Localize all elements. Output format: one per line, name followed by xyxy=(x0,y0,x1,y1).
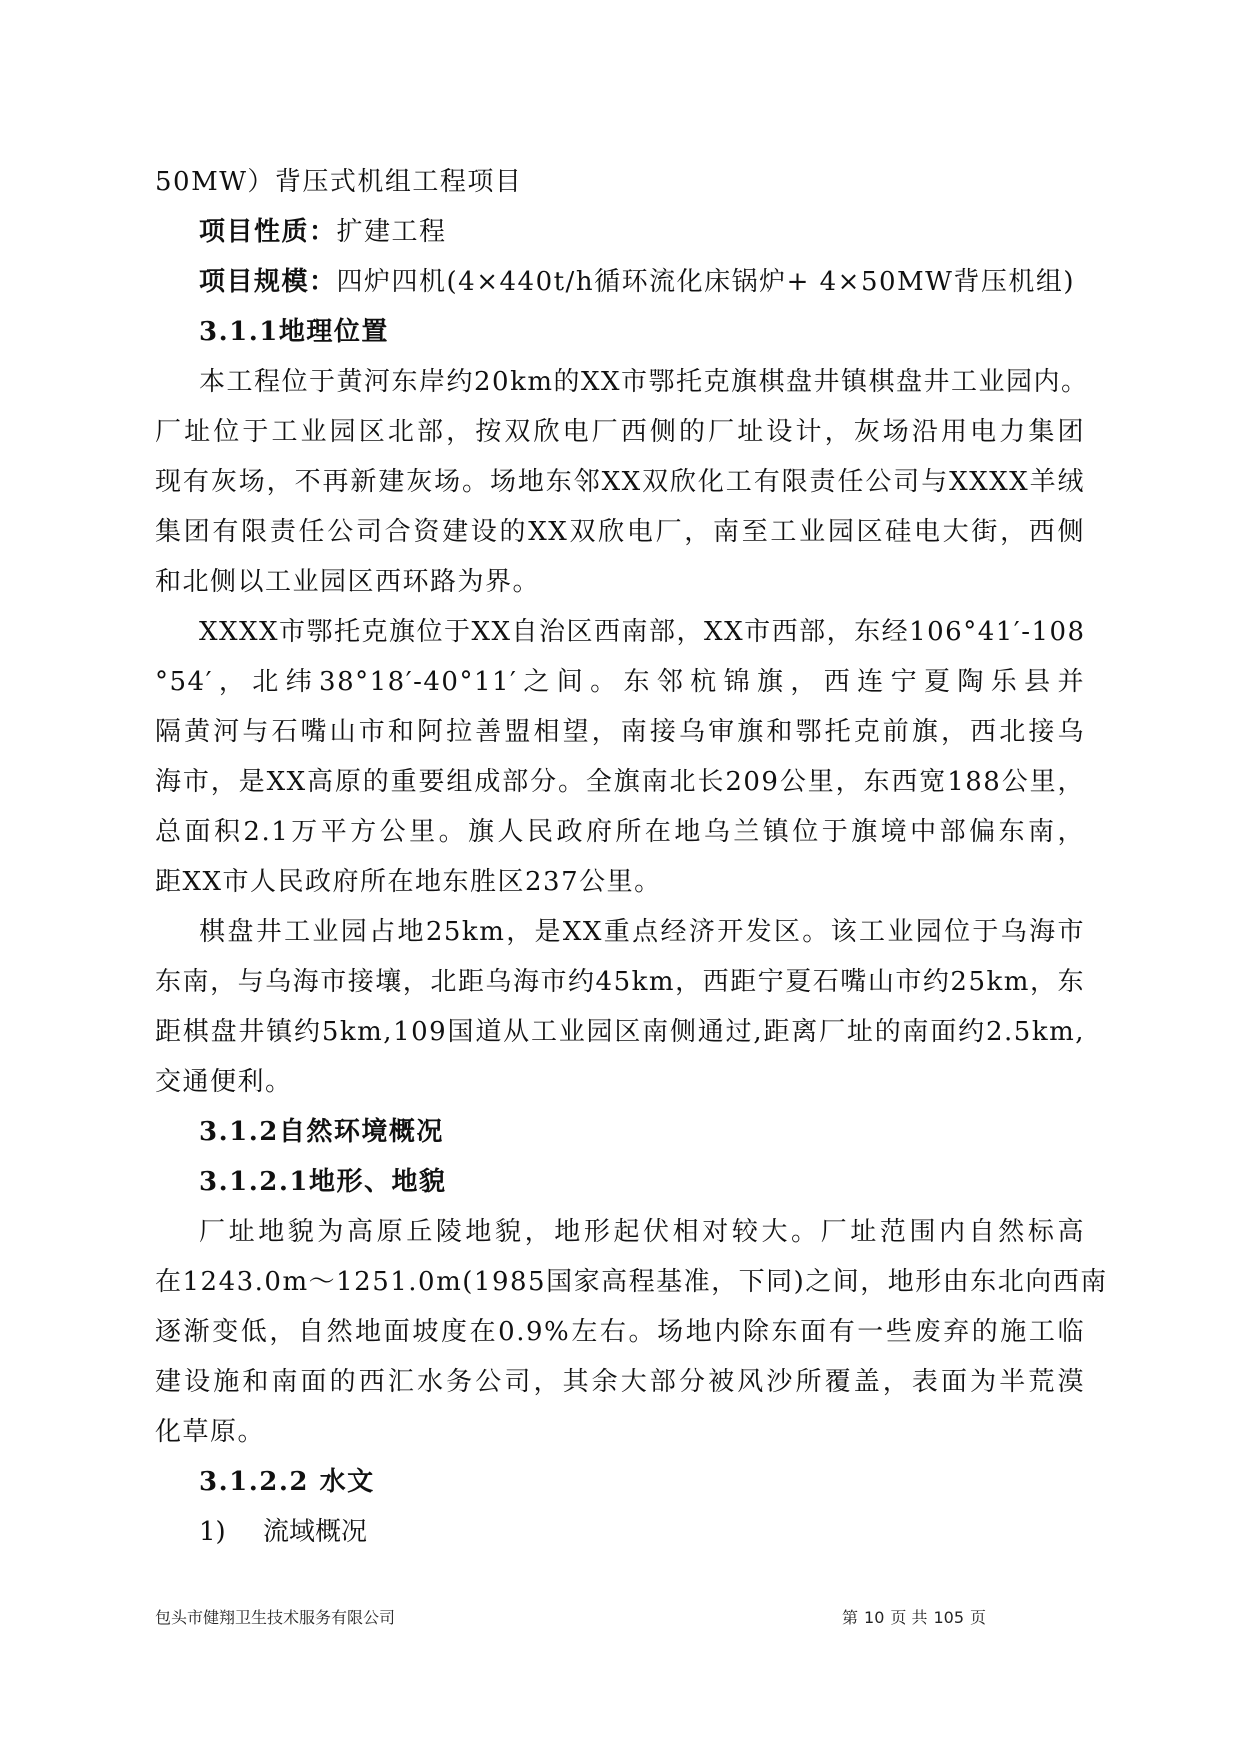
paragraph-terrain xyxy=(155,1207,1108,1457)
list-item xyxy=(155,1507,1085,1557)
paragraph-line: 化草原。 xyxy=(155,1417,266,1447)
project-nature-value: 扩建工程 xyxy=(336,217,447,247)
paragraph-line: 集团有限责任公司合资建设的XX双欣电厂，南至工业园区硅电大街，西侧 xyxy=(155,517,1085,547)
page-total: 105 xyxy=(933,1608,965,1627)
paragraph-line: 逐渐变低，自然地面坡度在0.9%左右。场地内除东面有一些废弃的施工临 xyxy=(155,1317,1085,1347)
paragraph-region xyxy=(155,607,1085,907)
section-heading-3-1-2-1: 3.1.2.1地形、地貌 xyxy=(199,1167,447,1197)
project-name-continuation: 50MW）背压式机组工程项目 xyxy=(155,167,523,197)
document-body xyxy=(155,157,1108,1557)
paragraph-line: 交通便利。 xyxy=(155,1067,293,1097)
paragraph-line: 东南，与乌海市接壤，北距乌海市约45km，西距宁夏石嘴山市约25km，东 xyxy=(155,967,1085,997)
page-number: 10 xyxy=(864,1608,885,1627)
page-prefix: 第 xyxy=(842,1608,859,1627)
list-item-text: 流域概况 xyxy=(263,1517,368,1547)
paragraph-line: 本工程位于黄河东岸约20km的XX市鄂托克旗棋盘井镇棋盘井工业园内。 xyxy=(199,367,1089,397)
paragraph-line: 厂址位于工业园区北部，按双欣电厂西侧的厂址设计，灰场沿用电力集团 xyxy=(155,417,1085,447)
paragraph-line: 海市，是XX高原的重要组成部分。全旗南北长209公里，东西宽188公里， xyxy=(155,767,1085,797)
section-heading-3-1-2-2: 3.1.2.2 水文 xyxy=(199,1467,375,1497)
list-item-number: 1) xyxy=(199,1517,226,1547)
paragraph-line: °54′，北纬38°18′-40°11′之间。东邻杭锦旗，西连宁夏陶乐县并 xyxy=(155,667,1085,697)
paragraph-line: 距棋盘井镇约5km,109国道从工业园区南侧通过,距离厂址的南面约2.5km, xyxy=(155,1017,1085,1047)
paragraph-line: 总面积2.1万平方公里。旗人民政府所在地乌兰镇位于旗境中部偏东南， xyxy=(155,817,1085,847)
paragraph-line: 距XX市人民政府所在地东胜区237公里。 xyxy=(155,867,662,897)
section-heading-3-1-1: 3.1.1地理位置 xyxy=(199,317,389,347)
paragraph-industrial-park xyxy=(155,907,1085,1107)
paragraph-line: 在1243.0m～1251.0m(1985国家高程基准，下同)之间，地形由东北向西南 xyxy=(155,1267,1108,1297)
footer-page-info xyxy=(842,1605,992,1628)
paragraph-line: 棋盘井工业园占地25km，是XX重点经济开发区。该工业园位于乌海市 xyxy=(199,917,1085,947)
paragraph-line: 现有灰场，不再新建灰场。场地东邻XX双欣化工有限责任公司与XXXX羊绒 xyxy=(155,467,1085,497)
page-mid: 页 共 xyxy=(890,1608,928,1627)
paragraph-line: 和北侧以工业园区西环路为界。 xyxy=(155,567,541,597)
paragraph-line: 厂址地貌为高原丘陵地貌，地形起伏相对较大。厂址范围内自然标高 xyxy=(199,1217,1085,1247)
project-nature-label: 项目性质： xyxy=(199,217,337,247)
paragraph-line: 隔黄河与石嘴山市和阿拉善盟相望，南接乌审旗和鄂托克前旗，西北接乌 xyxy=(155,717,1085,747)
project-scale-row xyxy=(155,257,1085,307)
footer-company-name: 包头市健翔卫生技术服务有限公司 xyxy=(155,1608,396,1627)
paragraph-line: 建设施和南面的西汇水务公司，其余大部分被风沙所覆盖，表面为半荒漠 xyxy=(155,1367,1085,1397)
paragraph-location xyxy=(155,357,1089,607)
project-scale-label: 项目规模： xyxy=(199,267,337,297)
page-suffix: 页 xyxy=(970,1608,987,1627)
project-scale-value: 四炉四机(4×440t/h循环流化床锅炉+ 4×50MW背压机组) xyxy=(336,267,1076,297)
section-heading-3-1-2: 3.1.2自然环境概况 xyxy=(199,1117,444,1147)
project-nature-row xyxy=(155,207,1085,257)
paragraph-line: XXXX市鄂托克旗位于XX自治区西南部，XX市西部，东经106°41′-108 xyxy=(199,617,1086,647)
